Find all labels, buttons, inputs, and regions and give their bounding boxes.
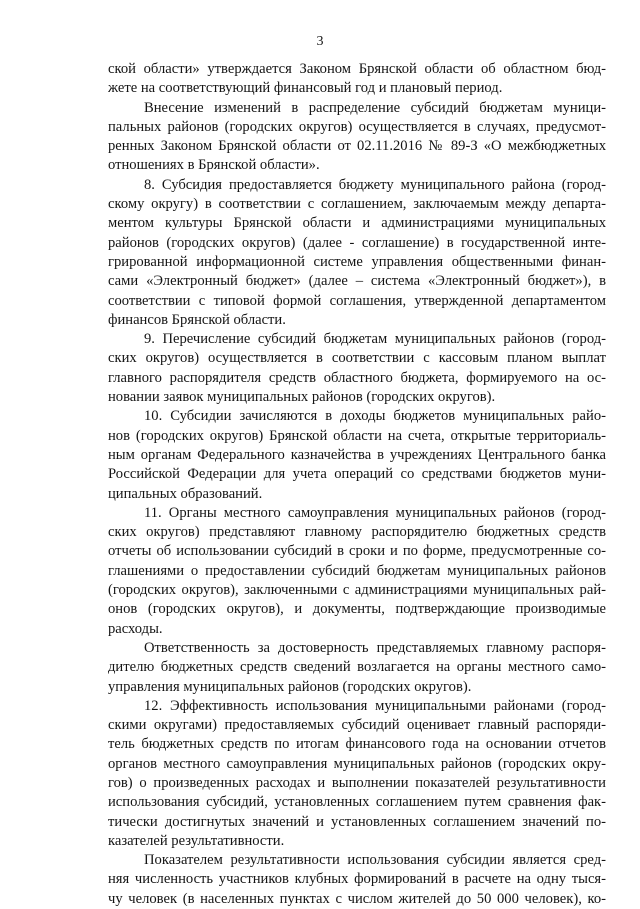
text-line: 10. Субсидии зачисляются в доходы бюджетов муниципальных райо- bbox=[144, 408, 606, 425]
text-line: тически достигнутых значений и установленных соглашением значений по- bbox=[108, 813, 606, 830]
text-line: новании заявок муниципальных районов (городских округов). bbox=[108, 389, 496, 406]
text-line: использования субсидий, установленных соглашением путем сравнения фак- bbox=[108, 794, 606, 811]
paragraph bbox=[108, 851, 606, 909]
text-line: отчеты об использовании субсидий в сроки и по форме, предусмотренные со- bbox=[108, 543, 606, 560]
paragraph bbox=[108, 176, 606, 330]
text-line: глашениями о предоставлении субсидий бюджетам муниципальных районов bbox=[108, 562, 606, 579]
text-line: Показателем результативности использования субсидии является сред- bbox=[144, 852, 606, 869]
paragraph bbox=[108, 504, 606, 639]
paragraph bbox=[108, 60, 606, 99]
paragraph bbox=[108, 697, 606, 851]
text-line: ской области» утверждается Законом Брянской области об областном бюд- bbox=[108, 61, 606, 77]
text-line: жете на соответствующий финансовый год и плановый период. bbox=[108, 80, 503, 97]
text-line: управления муниципальных районов (городских округов). bbox=[108, 678, 472, 695]
text-line: гов) о произведенных расходах и выполнении показателей результативности bbox=[108, 774, 606, 791]
paragraph bbox=[108, 330, 606, 407]
paragraph bbox=[108, 407, 606, 503]
text-line: Российской Федерации для учета операций со средствами бюджетов муни- bbox=[108, 466, 606, 483]
text-line: казателей результативности. bbox=[108, 832, 285, 849]
text-line: нов (городских округов) Брянской области на счета, открытые территориаль- bbox=[108, 427, 606, 444]
text-line: грированной информационной системе управления общественными финан- bbox=[108, 253, 606, 270]
text-line: Ответственность за достоверность представляемых главному распоря- bbox=[144, 639, 606, 656]
text-line: скими округами) предоставляемых субсидий оценивает главный распоряди- bbox=[108, 717, 606, 734]
text-line: ным органам Федерального казначейства в учреждениях Центрального банка bbox=[108, 446, 606, 463]
text-line: отношениях в Брянской области». bbox=[108, 157, 320, 174]
paragraph bbox=[108, 99, 606, 176]
text-line: районов (городских округов) (далее - соглашение) в государственной инте- bbox=[108, 234, 606, 251]
text-line: ренных Законом Брянской области от 02.11.2016 № 89-З «О межбюджетных bbox=[108, 138, 606, 155]
text-line: онов (городских округов), и документы, подтверждающие производимые bbox=[108, 601, 606, 618]
text-line: чу человек (в населенных пунктах с числом жителей до 50 000 человек), ко- bbox=[108, 890, 606, 907]
text-line: 11. Органы местного самоуправления муниципальных районов (город- bbox=[144, 504, 606, 521]
paragraph bbox=[108, 639, 606, 697]
text-line: пальных районов (городских округов) осуществляется в случаях, предусмот- bbox=[108, 118, 606, 135]
text-line: ментом культуры Брянской области и администрациями муниципальных bbox=[108, 215, 606, 232]
text-line: няя численность участников клубных формирований в расчете на одну тыся- bbox=[108, 871, 606, 888]
text-line: сами «Электронный бюджет» (далее – система «Электронный бюджет»), в bbox=[108, 273, 606, 290]
text-line: ских округов) осуществляется в соответствии с кассовым планом выплат bbox=[108, 350, 606, 367]
text-line: главного распорядителя средств областного бюджета, формируемого на ос- bbox=[108, 369, 606, 386]
text-line: 8. Субсидия предоставляется бюджету муниципального района (город- bbox=[144, 176, 606, 193]
text-line: ципальных образований. bbox=[108, 485, 263, 502]
text-line: 9. Перечисление субсидий бюджетам муниципальных районов (город- bbox=[144, 331, 606, 348]
text-line: 12. Эффективность использования муниципальными районами (город- bbox=[144, 697, 606, 714]
text-line: скому округу) в соответствии с соглашением, заключаемым между департа- bbox=[108, 196, 606, 213]
page-number: 3 bbox=[316, 34, 324, 49]
text-line: (городских округов), заключенными с администрациями муниципальных рай- bbox=[108, 582, 606, 599]
body-text bbox=[108, 60, 606, 909]
text-line: финансов Брянской области. bbox=[108, 311, 286, 328]
text-line: Внесение изменений в распределение субсидий бюджетам муници- bbox=[144, 99, 606, 116]
text-line: ских округов) представляют главному распорядителю бюджетных средств bbox=[108, 524, 606, 541]
text-line: дителю бюджетных средств сведений возлагается на органы местного само- bbox=[108, 659, 606, 676]
text-line: расходы. bbox=[108, 620, 163, 637]
text-line: органов местного самоуправления муниципальных районов (городских окру- bbox=[108, 755, 606, 772]
text-line: тель бюджетных средств по итогам финансового года на основании отчетов bbox=[108, 736, 606, 753]
text-line: соответствии с типовой формой соглашения, утвержденной департаментом bbox=[108, 292, 606, 309]
